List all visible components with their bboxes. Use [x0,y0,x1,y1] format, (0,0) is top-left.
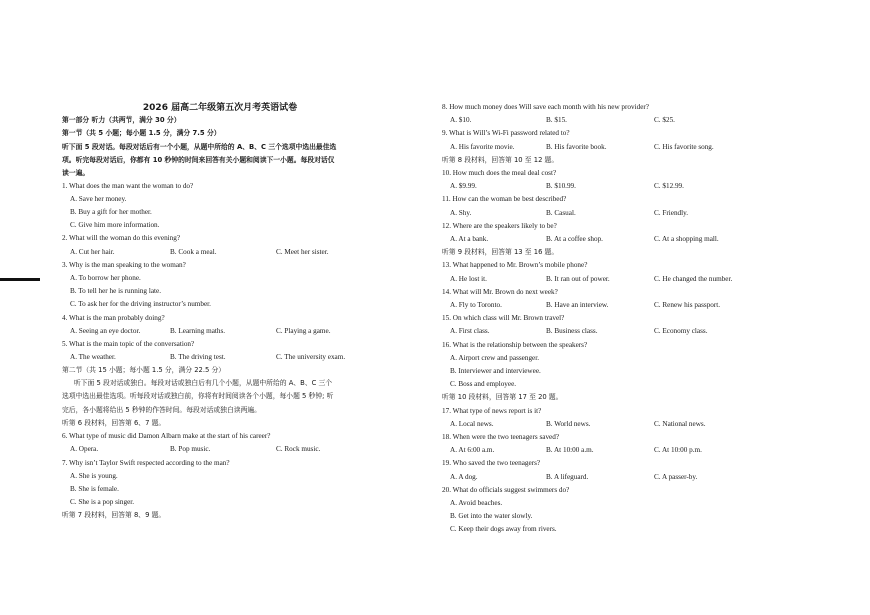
listening-note: 听第 10 段材料，回答第 17 至 20 题。 [442,393,563,402]
question-text: 2. What will the woman do this evening? [62,234,181,242]
question-text: 3. Why is the man speaking to the woman? [62,261,186,269]
option: B. Buy a gift for her mother. [70,208,152,216]
option: C. He changed the number. [654,274,733,283]
listening-note: 听第 7 段材料，回答第 8、9 题。 [62,511,166,519]
instruction-line: 听下面 5 段对话。每段对话后有一个小题，从题中所给的 A、B、C 三个选项中选出最佳选 [62,143,337,151]
option: A. Opera. [70,445,99,453]
margin-mark [0,278,40,281]
option: C. To ask her for the driving instructor’s number. [70,300,211,308]
option: C. Renew his passport. [654,301,721,309]
option: B. His favorite book. [546,142,607,151]
question-text: 6. What type of music did Damon Albarn make at the start of his career? [62,432,271,440]
question-text: 15. On which class will Mr. Brown travel? [442,314,565,323]
question-text: 19. Who saved the two teenagers? [442,459,541,468]
instruction-line: 选项中选出最佳选项。听每段对话或独白前，你将有时间阅读各个小题，每小题 5 秒钟; 听 [62,392,334,400]
option: B. World news. [546,419,591,428]
question-text: 13. What happened to Mr. Brown’s mobile phone? [442,261,588,270]
option: C. Friendly. [654,208,689,217]
option: B. A lifeguard. [546,472,589,481]
section-heading: 第一部分 听力（共两节，满分 30 分） [62,116,181,124]
option: B. Pop music. [170,445,211,453]
option: B. Get into the water slowly. [450,512,533,521]
option: B. Business class. [546,327,598,336]
option: C. National news. [654,419,706,428]
option: B. $10.99. [546,182,576,191]
option: A. Shy. [450,208,472,217]
question-text: 10. How much does the meal deal cost? [442,169,557,177]
option: C. Playing a game. [276,327,331,335]
option: A. He lost it. [450,274,487,283]
question-text: 9. What is Will’s Wi-Fi password related to? [442,129,570,138]
option: B. Have an interview. [546,301,609,309]
option: B. $15. [546,116,567,125]
question-text: 12. Where are the speakers likely to be? [442,221,557,230]
instruction-line: 听下面 5 段对话或独白。每段对话或独白后有几个小题，从题中所给的 A、B、C 三个 [74,379,333,387]
instruction-line: 读一遍。 [62,169,90,177]
option: B. She is female. [70,485,119,493]
option: B. Learning maths. [170,327,226,335]
option: C. Economy class. [654,327,708,336]
option: C. Rock music. [276,445,321,453]
option: B. Cook a meal. [170,248,217,256]
question-text: 17. What type of news report is it? [442,406,542,415]
option: C. A passer-by. [654,472,698,481]
option: A. At 6:00 a.m. [450,446,495,455]
option: B. Interviewer and interviewee. [450,367,541,375]
option: C. His favorite song. [654,142,714,151]
option: C. Boss and employee. [450,380,517,389]
option: A. Seeing an eye doctor. [70,327,141,335]
option: A. At a bank. [450,235,489,243]
instruction-line: 项。听完每段对话后，你都有 10 秒钟的时间来回答有关小题和阅读下一小题。每段对话仅 [62,156,335,164]
option: C. She is a pop singer. [70,498,135,506]
option: A. Airport crew and passenger. [450,353,540,362]
option: B. It ran out of power. [546,274,610,283]
option: A. $9.99. [450,182,477,191]
listening-note: 听第 6 段材料，回答第 6、7 题。 [62,419,166,427]
listening-note: 听第 9 段材料，回答第 13 至 16 题。 [442,248,559,257]
question-text: 20. What do officials suggest swimmers do? [442,485,570,494]
option: C. $12.99. [654,182,684,191]
option: B. At 10:00 a.m. [546,446,594,455]
question-text: 8. How much money does Will save each month with his new provider? [442,103,649,111]
question-text: 16. What is the relationship between the speakers? [442,340,588,349]
option: A. $10. [450,116,472,125]
section-part-heading: 第一节（共 5 小题；每小题 1.5 分，满分 7.5 分） [62,129,221,137]
option: B. At a coffee shop. [546,235,603,243]
option: C. Give him more information. [70,221,160,229]
question-text: 18. When were the two teenagers saved? [442,433,560,441]
option: A. A dog. [450,472,478,481]
option: A. His favorite movie. [450,142,515,151]
option: B. Casual. [546,208,576,217]
option: C. At a shopping mall. [654,235,719,243]
option: B. To tell her he is running late. [70,287,161,295]
option: C. At 10:00 p.m. [654,446,702,455]
option: C. Meet her sister. [276,248,329,256]
option: A. First class. [450,327,490,336]
option: A. To borrow her phone. [70,274,141,282]
option: A. The weather. [70,353,116,361]
question-text: 11. How can the woman be best described? [442,195,567,204]
listening-note: 听第 8 段材料，回答第 10 至 12 题。 [442,155,559,164]
question-text: 7. Why isn’t Taylor Swift respected according to the man? [62,459,230,467]
option: A. She is young. [70,472,118,480]
question-text: 14. What will Mr. Brown do next week? [442,287,558,296]
option: C. The university exam. [276,353,346,361]
option: A. Cut her hair. [70,248,115,256]
option: A. Avoid beaches. [450,499,503,507]
option: B. The driving test. [170,353,226,361]
option: A. Save her money. [70,195,127,203]
option: C. Keep their dogs away from rivers. [450,525,557,534]
exam-title: 2026 届高二年级第五次月考英语试卷 [142,103,298,113]
option: A. Fly to Toronto. [450,301,502,309]
option: C. $25. [654,116,675,125]
option: A. Local news. [450,419,494,428]
instruction-line: 完后，各小题将给出 5 秒钟的作答时间。每段对话或独白读两遍。 [62,406,261,414]
question-text: 5. What is the main topic of the conversation? [62,340,195,348]
question-text: 4. What is the man probably doing? [62,314,165,322]
question-text: 1. What does the man want the woman to do? [62,182,194,190]
section-part-heading: 第二节（共 15 小题；每小题 1.5 分，满分 22.5 分） [62,366,226,374]
